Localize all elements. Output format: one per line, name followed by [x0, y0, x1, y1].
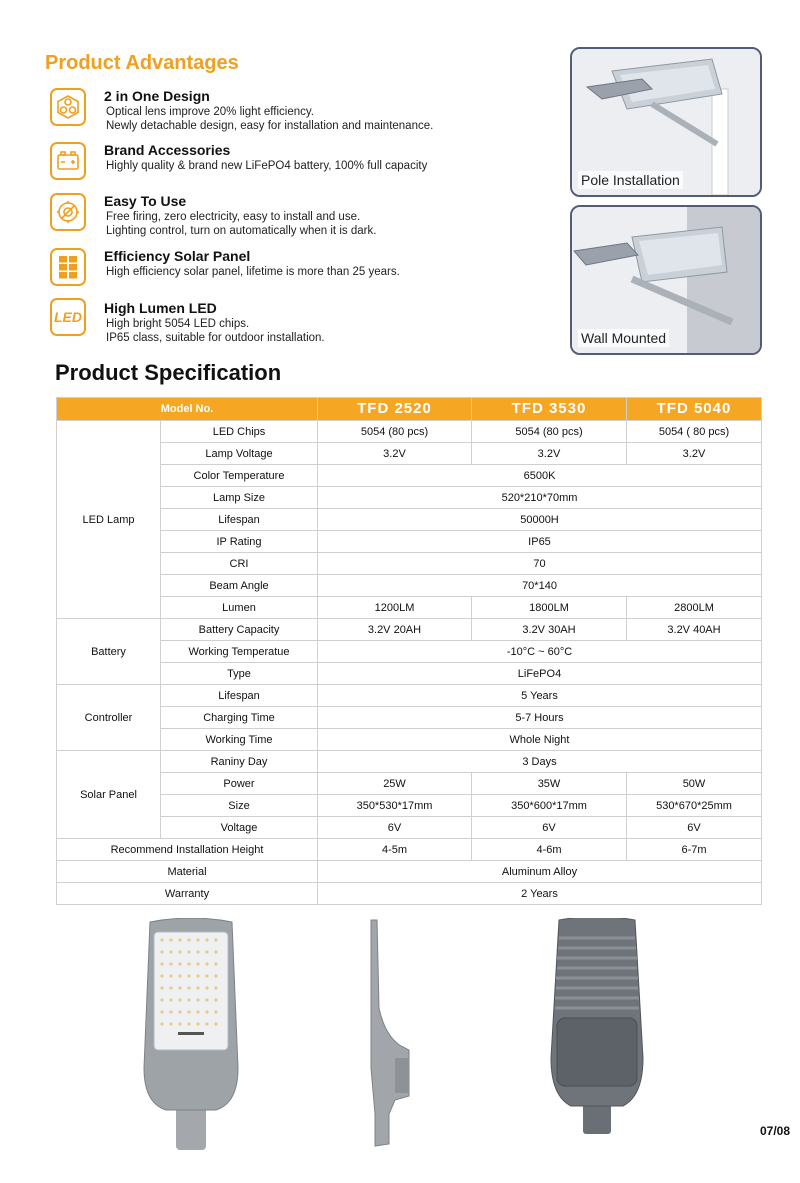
table-cell: 520*210*70mm	[318, 487, 762, 509]
table-cell: 6V	[627, 817, 762, 839]
pole-installation-photo	[570, 47, 762, 197]
table-row	[57, 861, 762, 883]
row-label: Warranty	[57, 883, 318, 905]
table-cell: 1200LM	[318, 597, 472, 619]
table-cell: 70	[318, 553, 762, 575]
table-cell: 3.2V 20AH	[318, 619, 472, 641]
row-label: Lamp Voltage	[161, 443, 318, 465]
row-label: Lifespan	[161, 685, 318, 707]
advantage-title: 2 in One Design	[104, 88, 210, 104]
table-row	[57, 619, 762, 641]
advantage-description: Optical lens improve 20% light efficiency. Newly detachable design, easy for installation and maintenance.	[106, 106, 434, 132]
row-label: Working Temperatue	[161, 641, 318, 663]
row-label: Color Temperature	[161, 465, 318, 487]
model-header: Model No.	[57, 398, 318, 421]
table-cell: 2 Years	[318, 883, 762, 905]
table-row	[57, 487, 762, 509]
table-cell: 50W	[627, 773, 762, 795]
row-label: Lumen	[161, 597, 318, 619]
table-cell: Whole Night	[318, 729, 762, 751]
table-cell: 35W	[472, 773, 627, 795]
table-row	[57, 817, 762, 839]
row-label: Beam Angle	[161, 575, 318, 597]
table-row	[57, 663, 762, 685]
table-cell: 50000H	[318, 509, 762, 531]
table-row	[57, 707, 762, 729]
table-cell: 4-5m	[318, 839, 472, 861]
model-column-header: TFD 3530	[472, 398, 627, 421]
table-row	[57, 531, 762, 553]
row-label: Recommend Installation Height	[57, 839, 318, 861]
row-label: Type	[161, 663, 318, 685]
table-cell: 5054 (80 pcs)	[318, 421, 472, 443]
battery-icon	[50, 142, 86, 180]
table-cell: 350*530*17mm	[318, 795, 472, 817]
model-column-header: TFD 5040	[627, 398, 762, 421]
advantage-title: Easy To Use	[104, 193, 187, 209]
table-cell: 6-7m	[627, 839, 762, 861]
group-label: Battery	[57, 619, 161, 685]
table-row	[57, 421, 762, 443]
row-label: LED Chips	[161, 421, 318, 443]
row-label: Voltage	[161, 817, 318, 839]
row-label: IP Rating	[161, 531, 318, 553]
table-row	[57, 795, 762, 817]
row-label: Lamp Size	[161, 487, 318, 509]
table-row	[57, 597, 762, 619]
table-row	[57, 553, 762, 575]
table-cell: 25W	[318, 773, 472, 795]
table-row	[57, 773, 762, 795]
table-cell: 5054 (80 pcs)	[472, 421, 627, 443]
page-number: 07/08	[759, 1124, 790, 1138]
table-header-row	[57, 398, 762, 421]
group-label: LED Lamp	[57, 421, 161, 619]
table-cell: 3.2V	[318, 443, 472, 465]
table-cell: 3.2V 40AH	[627, 619, 762, 641]
table-cell: 6V	[472, 817, 627, 839]
table-cell: 350*600*17mm	[472, 795, 627, 817]
table-cell: Aluminum Alloy	[318, 861, 762, 883]
table-cell: IP65	[318, 531, 762, 553]
table-cell: 70*140	[318, 575, 762, 597]
lamp-back-view	[547, 918, 647, 1155]
table-cell: -10°C ~ 60°C	[318, 641, 762, 663]
specification-title: Product Specification	[55, 360, 282, 385]
table-cell: 5-7 Hours	[318, 707, 762, 729]
row-label: Power	[161, 773, 318, 795]
row-label: Material	[57, 861, 318, 883]
row-label: Battery Capacity	[161, 619, 318, 641]
row-label: Lifespan	[161, 509, 318, 531]
table-cell: 6500K	[318, 465, 762, 487]
table-cell: 6V	[318, 817, 472, 839]
row-label: Size	[161, 795, 318, 817]
advantage-description: Free firing, zero electricity, easy to install and use. Lighting control, turn on automatically when it is dark.	[106, 211, 377, 237]
specification-table	[56, 397, 762, 905]
table-cell: 3 Days	[318, 751, 762, 773]
row-label: Charging Time	[161, 707, 318, 729]
table-cell: 3.2V	[472, 443, 627, 465]
table-row	[57, 641, 762, 663]
table-row	[57, 443, 762, 465]
table-cell: 3.2V 30AH	[472, 619, 627, 641]
advantage-title: High Lumen LED	[104, 300, 217, 316]
lamp-side-view	[365, 918, 415, 1155]
table-cell: 4-6m	[472, 839, 627, 861]
table-row	[57, 575, 762, 597]
table-cell: 1800LM	[472, 597, 627, 619]
table-row	[57, 465, 762, 487]
advantage-description: Highly quality & brand new LiFePO4 battery, 100% full capacity	[106, 160, 428, 172]
table-cell: 2800LM	[627, 597, 762, 619]
table-row	[57, 729, 762, 751]
model-column-header: TFD 2520	[318, 398, 472, 421]
photo-caption: Wall Mounted	[578, 329, 669, 347]
solar-panel-icon	[50, 248, 86, 286]
row-label: Raniny Day	[161, 751, 318, 773]
group-label: Solar Panel	[57, 751, 161, 839]
table-cell: 3.2V	[627, 443, 762, 465]
advantage-title: Brand Accessories	[104, 142, 231, 158]
table-cell: 5 Years	[318, 685, 762, 707]
group-label: Controller	[57, 685, 161, 751]
modules-icon	[50, 88, 86, 126]
advantage-description: High bright 5054 LED chips. IP65 class, suitable for outdoor installation.	[106, 318, 325, 344]
row-label: Working Time	[161, 729, 318, 751]
table-row	[57, 751, 762, 773]
table-cell: 5054 ( 80 pcs)	[627, 421, 762, 443]
led-icon: LED	[50, 298, 86, 336]
table-cell: 530*670*25mm	[627, 795, 762, 817]
table-row	[57, 839, 762, 861]
table-row	[57, 509, 762, 531]
table-row	[57, 883, 762, 905]
table-cell: LiFePO4	[318, 663, 762, 685]
lamp-front-view	[138, 918, 244, 1155]
wrench-gear-icon	[50, 193, 86, 231]
advantages-title: Product Advantages	[45, 52, 239, 74]
photo-caption: Pole Installation	[578, 171, 683, 189]
advantage-title: Efficiency Solar Panel	[104, 248, 251, 264]
table-row	[57, 685, 762, 707]
advantage-description: High efficiency solar panel, lifetime is more than 25 years.	[106, 266, 400, 278]
row-label: CRI	[161, 553, 318, 575]
wall-mounted-photo	[570, 205, 762, 355]
